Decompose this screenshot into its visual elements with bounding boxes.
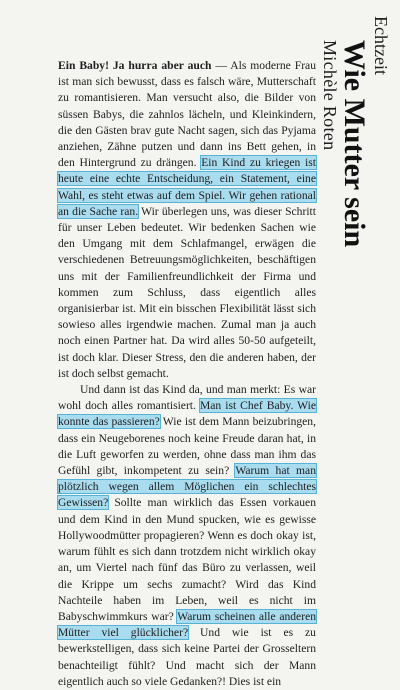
text-run: Und dann ist das Kind da, und man merkt: Es war wohl doch alles romantisiert. — [58, 383, 316, 413]
cover-text-block — [58, 58, 316, 690]
highlighted-text: Warum hat man plötzlich wegen allem Möglichen ein schlechtes Gewissen? — [58, 464, 316, 510]
text-run: Wir überlegen uns, was dieser Schritt für unser Leben bedeutet. Wir bedenken Sachen wie den Umgang mit dem Schlafmangel, erwägen die verschiedenen Betreuungsmöglichkeiten, beschäftigen uns mit der Familienfreundlichkeit der Firma und kommen zum Schluss, dass eigentlich alles organisierbar ist. Mit ein bisschen Flexibilität lässt sich sowieso alles irgendwie machen. Zumal man ja auch noch einen Partner hat. Da wird alles 50-50 aufgeteilt, ist doch klar. Dieser Stress, den die anderen haben, der ist doch selbst gemacht. — [58, 204, 316, 380]
text-run: Wie ist dem Mann beizubringen, dass ein Neugeborenes noch keine Freude daran hat, in die Luft geworfen zu werden, ohne dass man ihm das Gefühl gibt, inkompetent zu sein? — [58, 415, 317, 478]
publisher-name: Echtzeit — [371, 16, 391, 75]
highlighted-text: Man ist Chef Baby. Wie konnte das passieren? — [58, 399, 317, 429]
highlighted-text: Ein Kind zu kriegen ist heute eine echte Entscheidung, ein Statement, eine Wahl, es steht etwas auf dem Spiel. Wir gehen rational an die Sache ran. — [58, 156, 316, 218]
author-name: Michèle Roten — [320, 40, 340, 151]
text-run: Und wie ist es zu bewerkstelligen, dass sich keine Partei der Grosseltern benachteiligt fühlt? Und macht sich der Mann eigentlich auch so viele Gedanken?! Dies ist ein — [58, 626, 316, 688]
text-run: Sollte man wirklich das Essen vorkauen und dem Kind in den Mund spucken, wie es gewisse Hollywoodmütter propagieren? Wenn es doch okay ist, warum fühlt es sich dann trotzdem nicht wirklich okay an, um Viertel nach fünf das Büro zu verlassen, weil die Krippe um sechs zumacht? Wird das Kind Nachteile haben im Leben, weil es nicht im Babyschwimmkurs war? — [58, 496, 316, 623]
text-run: — Als moderne Frau ist man sich bewusst, dass es falsch wäre, Mutterschaft zu romantisieren. Man versucht also, die Bilder von süssen Babys, die zahnlos lächeln, und Kleinkindern, die den Gästen brav gute Nacht sagen, sich das Pyjama anziehen, Zähne putzen und dann ins Bett gehen, in den Hintergrund zu drängen. — [58, 59, 316, 170]
lead-in: Ein Baby! Ja hurra aber auch — [58, 59, 212, 72]
paragraph-1 — [58, 58, 316, 382]
highlighted-text: Warum scheinen alle anderen Mütter viel glücklicher? — [58, 609, 317, 640]
book-title: Wie Mutter sein — [338, 40, 371, 248]
paragraph-2 — [58, 382, 316, 690]
